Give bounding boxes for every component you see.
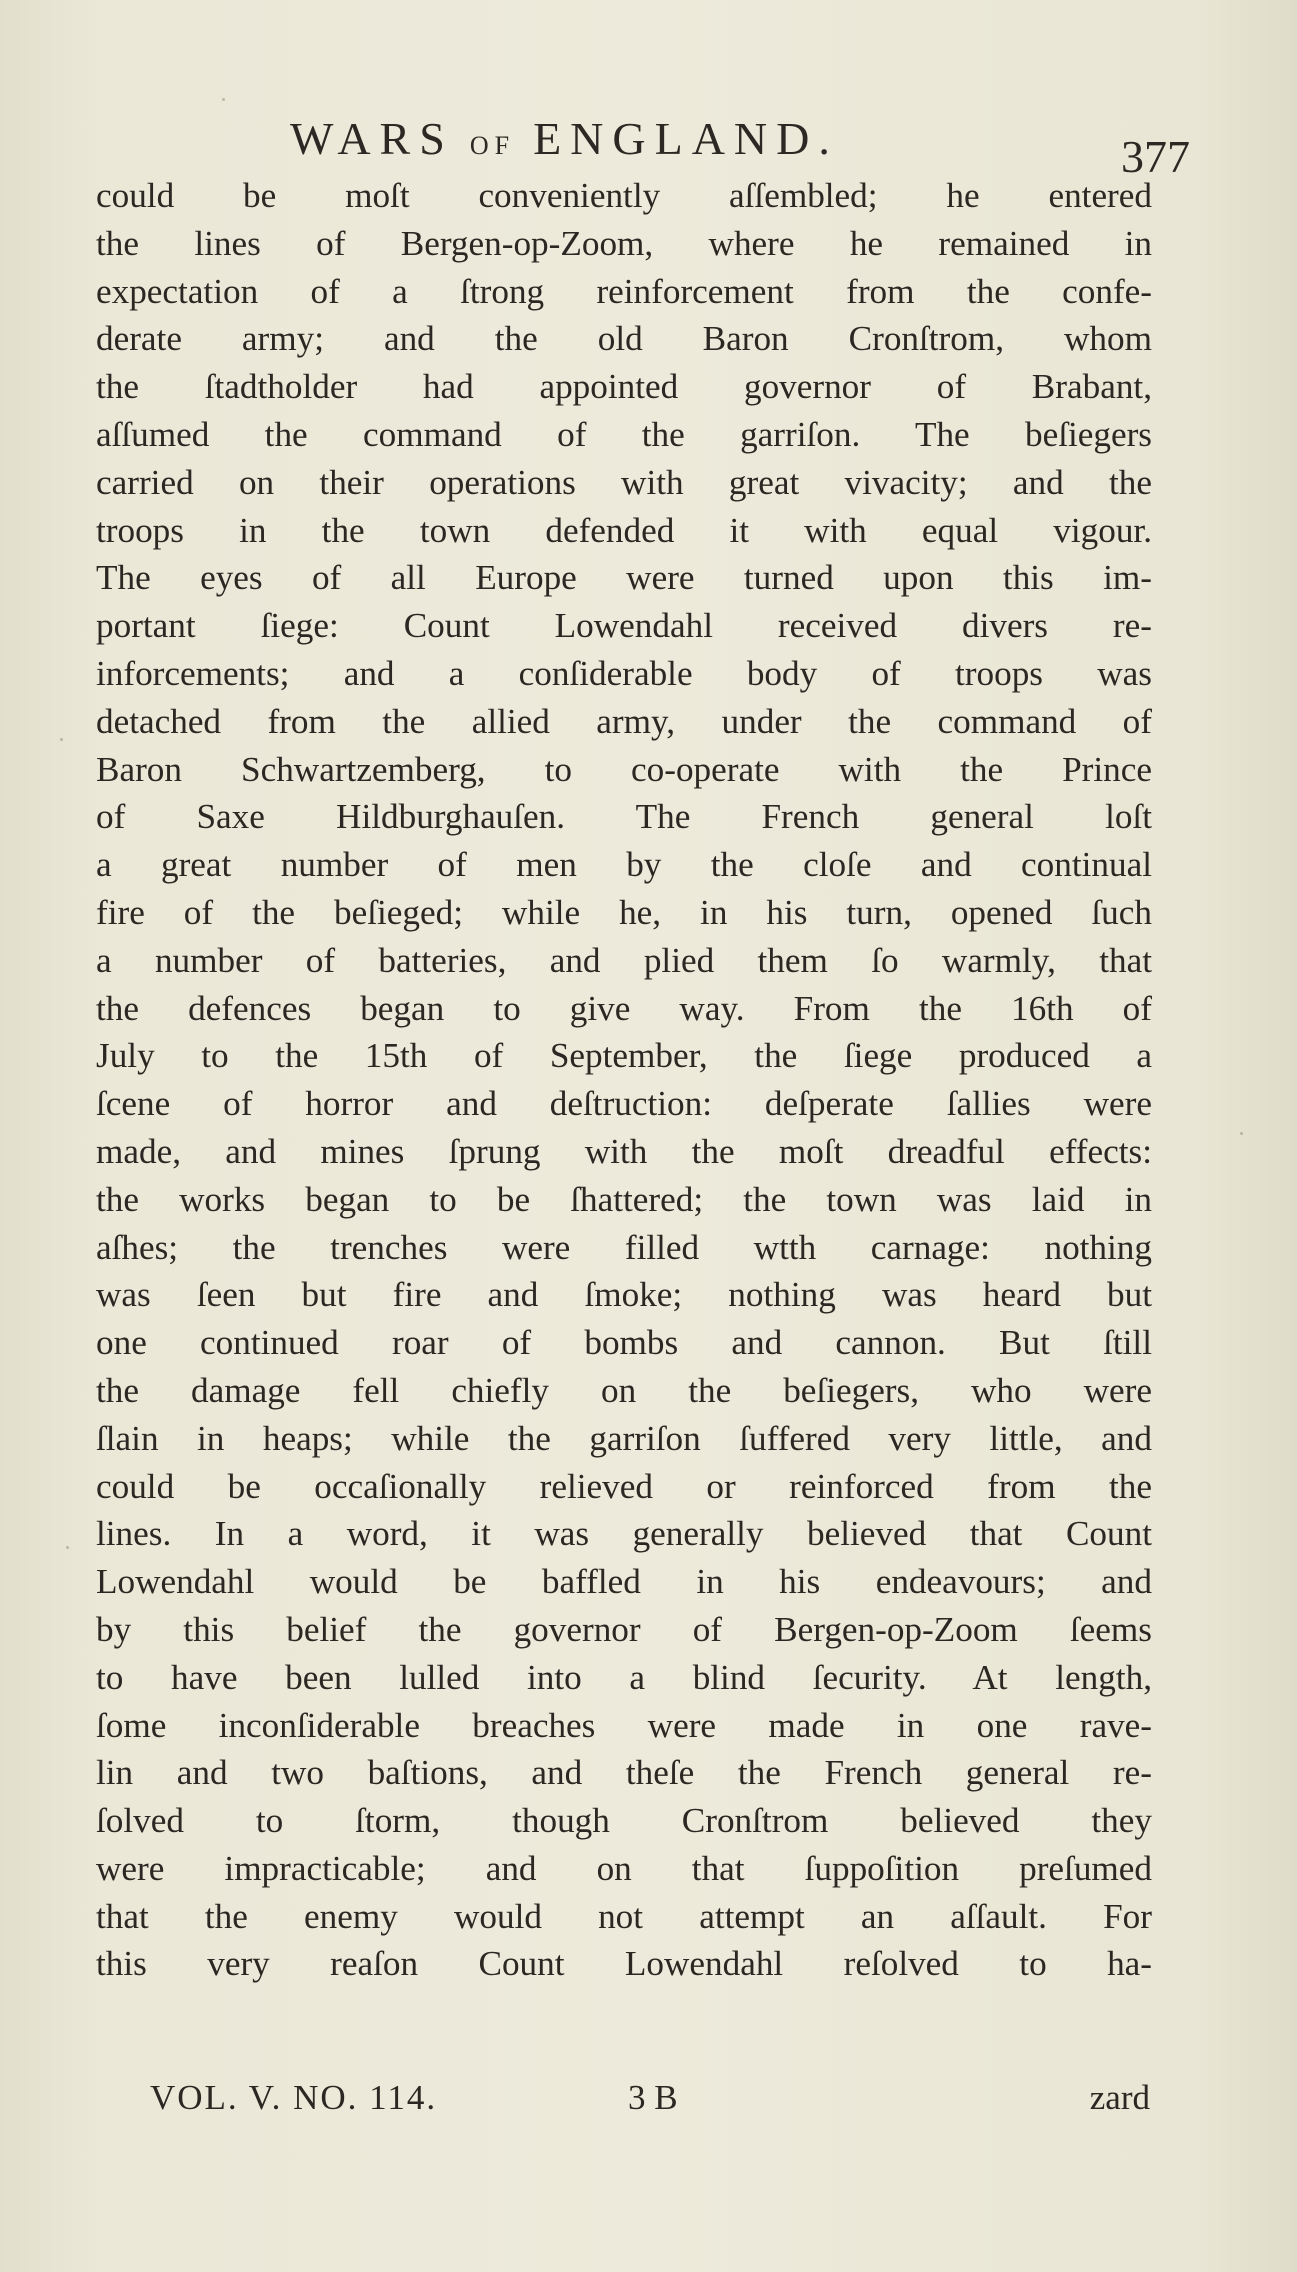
text-line: made, and mines ſprung with the moſt dreadful effects: (96, 1131, 1152, 1171)
text-line: this very reaſon Count Lowendahl reſolved to ha- (96, 1944, 1152, 1984)
text-line: ſlain in heaps; while the garriſon ſuffered very little, and (96, 1418, 1152, 1458)
text-line: Baron Schwartzemberg, to co-operate with the Prince (96, 749, 1152, 789)
text-line: the defences began to give way. From the 16th of (96, 988, 1152, 1028)
running-head-of: OF (469, 131, 516, 160)
page-number: 377 (1121, 131, 1190, 182)
text-line: one continued roar of bombs and cannon. But ſtill (96, 1323, 1152, 1363)
text-line: ſolved to ſtorm, though Cronſtrom believed they (96, 1801, 1152, 1841)
text-line: expectation of a ſtrong reinforcement from the confe- (96, 271, 1152, 311)
text-line: a number of batteries, and plied them ſo warmly, that (96, 940, 1152, 980)
text-line: could be occaſionally relieved or reinforced from the (96, 1466, 1152, 1506)
text-line: of Saxe Hildburghauſen. The French general loſt (96, 797, 1152, 837)
text-line: that the enemy would not attempt an aſſault. For (96, 1896, 1152, 1936)
body-text (96, 172, 1152, 1988)
running-head-main: WARS (290, 113, 454, 164)
text-line: the works began to be ſhattered; the town was laid in (96, 1179, 1152, 1219)
text-line: lines. In a word, it was generally believed that Count (96, 1514, 1152, 1554)
text-line: detached from the allied army, under the command of (96, 701, 1152, 741)
text-line: a great number of men by the cloſe and continual (96, 845, 1152, 885)
text-line: to have been lulled into a blind ſecurity. At length, (96, 1657, 1152, 1697)
text-line: derate army; and the old Baron Cronſtrom, whom (96, 319, 1152, 359)
paper-speck (60, 738, 63, 741)
text-line: could be moſt conveniently aſſembled; he entered (96, 176, 1152, 215)
text-line: ſcene of horror and deſtruction: deſperate ſallies were (96, 1084, 1152, 1124)
text-line: the ſtadtholder had appointed governor of Brabant, (96, 367, 1152, 407)
text-line: The eyes of all Europe were turned upon this im- (96, 558, 1152, 598)
text-line: by this belief the governor of Bergen-op-Zoom ſeems (96, 1609, 1152, 1649)
signature-mark: 3 B (628, 2078, 678, 2117)
text-line: inforcements; and a conſiderable body of troops was (96, 653, 1152, 693)
text-line: lin and two baſtions, and theſe the French general re- (96, 1753, 1152, 1793)
text-line: carried on their operations with great vivacity; and the (96, 462, 1152, 502)
text-line: ſome inconſiderable breaches were made in one rave- (96, 1705, 1152, 1745)
text-line: portant ſiege: Count Lowendahl received divers re- (96, 606, 1152, 646)
paper-speck (66, 1546, 69, 1549)
text-line: July to the 15th of September, the ſiege produced a (96, 1036, 1152, 1076)
text-line: aſſumed the command of the garriſon. The beſiegers (96, 414, 1152, 454)
text-line: aſhes; the trenches were filled wtth carnage: nothing (96, 1227, 1152, 1267)
text-line: the damage fell chiefly on the beſiegers, who were (96, 1370, 1152, 1410)
paper-speck (222, 98, 225, 101)
text-line: Lowendahl would be baffled in his endeavours; and (96, 1562, 1152, 1602)
text-line: was ſeen but fire and ſmoke; nothing was heard but (96, 1275, 1152, 1315)
running-head-end: ENGLAND. (533, 113, 839, 164)
volume-number: VOL. V. NO. 114. (150, 2078, 438, 2117)
catchword: zard (1089, 2078, 1150, 2117)
page-footer (150, 2078, 1150, 2130)
text-line: the lines of Bergen-op-Zoom, where he remained in (96, 223, 1152, 263)
text-line: were impracticable; and on that ſuppoſition preſumed (96, 1848, 1152, 1888)
running-head (290, 112, 839, 165)
paper-speck (1240, 1132, 1243, 1135)
text-line: fire of the beſieged; while he, in his turn, opened ſuch (96, 892, 1152, 932)
text-line: troops in the town defended it with equal vigour. (96, 510, 1152, 550)
